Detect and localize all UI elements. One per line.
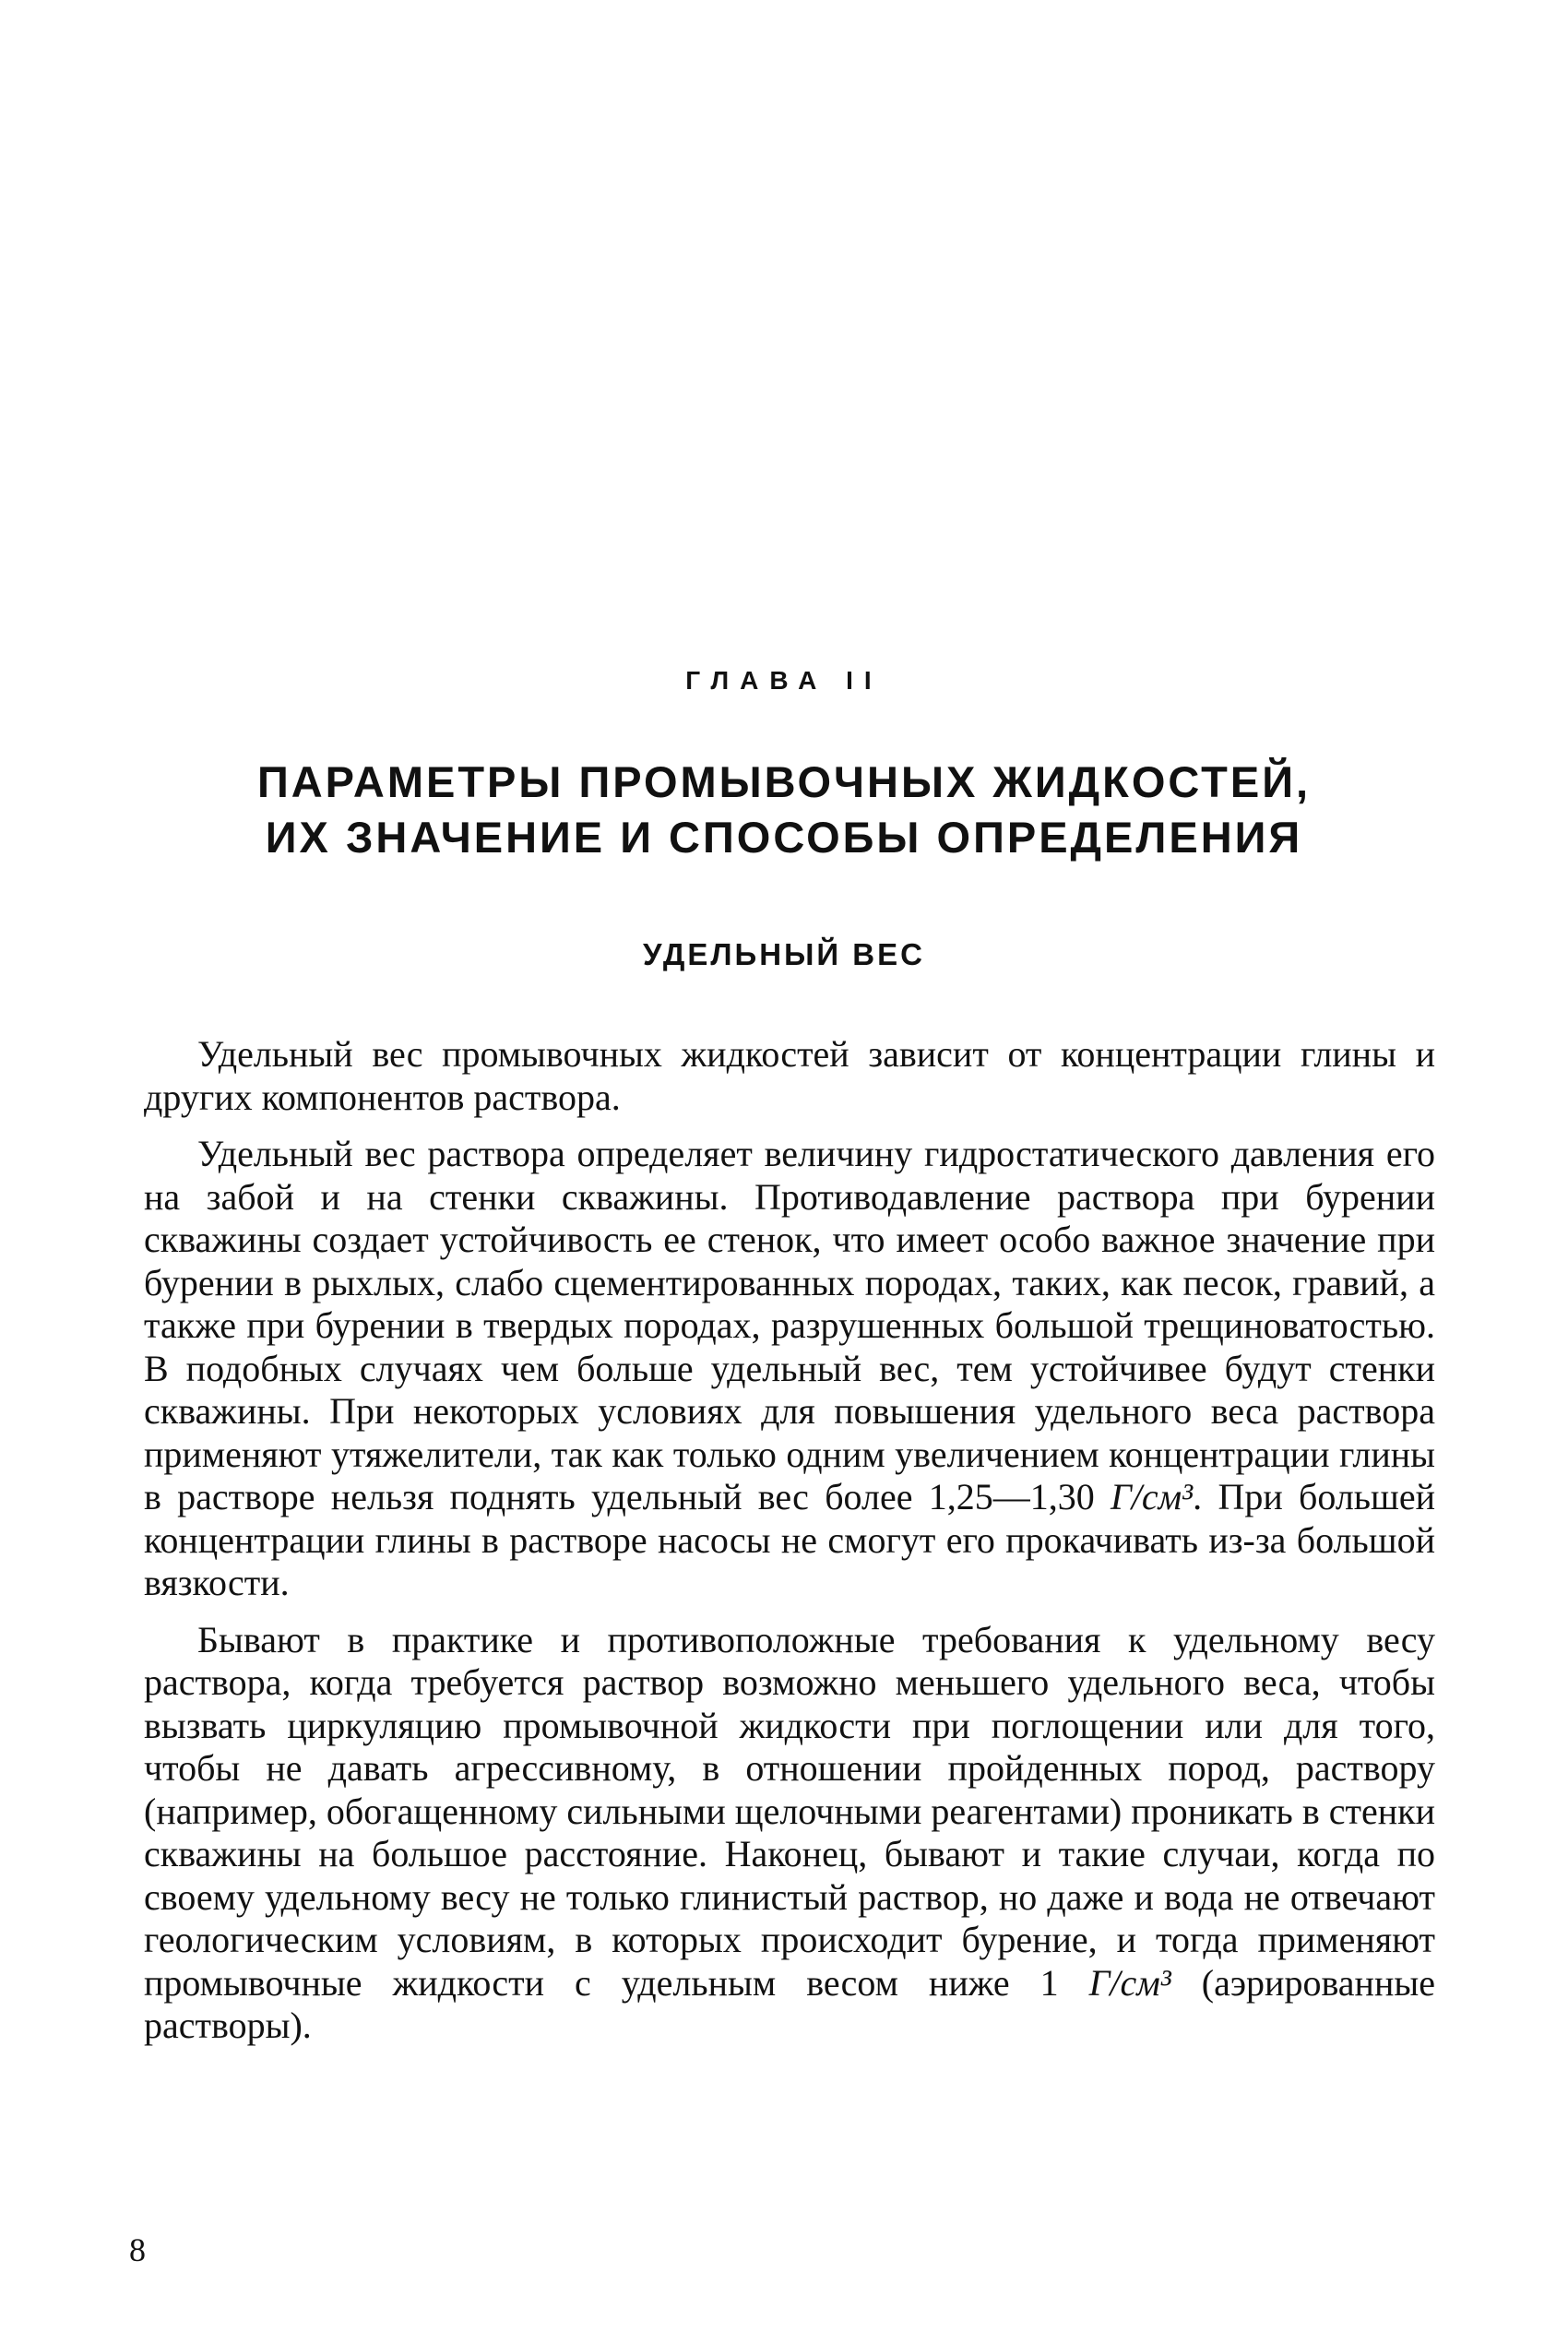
paragraph-1-text: Удельный вес промывочных жидкостей зависит от концентрации глины и других компонентов раствора.: [144, 1033, 1435, 1118]
paragraph-2-unit: Г/см³: [1111, 1476, 1194, 1517]
paragraph-3-unit: Г/см³: [1088, 1961, 1171, 2004]
paragraph-1: [144, 1033, 1435, 1119]
section-title: УДЕЛЬНЫЙ ВЕС: [643, 937, 925, 971]
chapter-label: ГЛАВА II: [685, 666, 883, 695]
paragraph-3-text-a: Бывают в практике и противоположные требования к удельному весу раствора, когда требуется раствор возможно меньшего удельного веса, чтобы вызвать циркуляцию промывочной жидкости при поглощении или для того, чтобы не давать агрессивному, в отношении пройденных пород, раствору (например, обогащенному сильными щелочными реагентами) проникать в стенки скважины на большое расстояние. Наконец, бывают и такие случаи, когда по своему удельному весу не только глинистый раствор, но даже и вода не отвечают геологическим условиям, в которых происходит бурение, и тогда применяют промывочные жидкости с удельным весом ниже 1: [144, 1618, 1435, 2004]
page-number: 8: [129, 2231, 146, 2268]
chapter-title-line-1: ПАРАМЕТРЫ ПРОМЫВОЧНЫХ ЖИДКОСТЕЙ,: [256, 757, 1312, 806]
body-text: [144, 1033, 1435, 2062]
chapter-title: [0, 755, 1568, 865]
paragraph-2: [144, 1133, 1435, 1605]
chapter-title-line-2: ИХ ЗНАЧЕНИЕ И СПОСОБЫ ОПРЕДЕЛЕНИЯ: [265, 813, 1303, 862]
paragraph-3-text-b: (аэрированные растворы).: [144, 1961, 1436, 2046]
paragraph-2-text-a: Удельный вес раствора определяет величину гидростатического давления его на забой и на стенки скважины. Противодавление раствора при бурении скважины создает устойчивость ее стенок, что имеет особо важное значение при бурении в рыхлых, слабо сцементированных породах, таких, как песок, гравий, а также при бурении в твердых породах, разрушенных большой трещиноватостью. В подобных случаях чем больше удельный вес, тем устойчивее будут стенки скважины. При некоторых условиях для повышения удельного веса раствора применяют утяжелители, так как только одним увеличением концентрации глины в растворе нельзя поднять удельный вес более 1,25—1,30: [144, 1133, 1435, 1517]
paragraph-3: [144, 1619, 1435, 2048]
paragraph-2-text-b: . При большей концентрации глины в растворе насосы не смогут его прокачивать из-за большой вязкости.: [144, 1476, 1435, 1603]
